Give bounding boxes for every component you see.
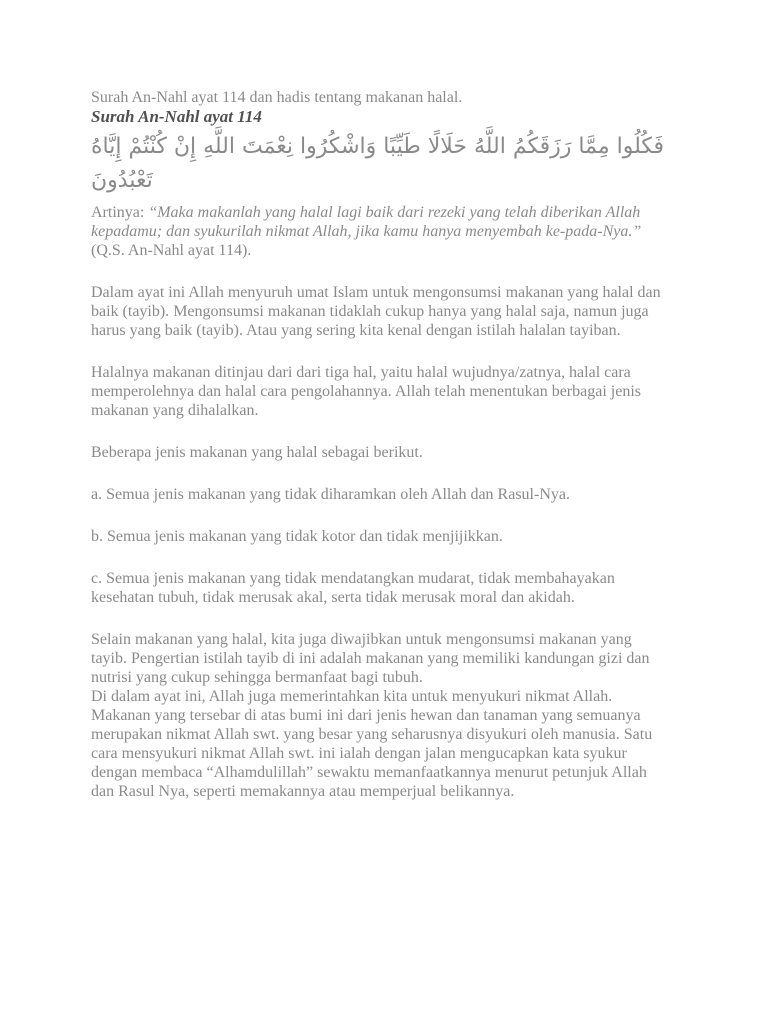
section-heading: Surah An-Nahl ayat 114 — [91, 107, 262, 126]
intro-line: Surah An-Nahl ayat 114 dan hadis tentang makanan halal. — [91, 89, 463, 106]
translation-source: (Q.S. An-Nahl ayat 114). — [91, 242, 252, 259]
translation-quote: “Maka makanlah yang halal lagi baik dari rezeki yang telah diberikan Allah kepadamu; dan syukurilah nikmat Allah, jika kamu hanya menyembah ke-pada-Nya.” — [91, 204, 642, 240]
paragraph-list-intro: Beberapa jenis makanan yang halal sebagai berikut. — [91, 444, 423, 461]
list-item-a: a. Semua jenis makanan yang tidak diharamkan oleh Allah dan Rasul-Nya. — [91, 486, 570, 503]
closing-block — [91, 630, 671, 801]
list-item-c: c. Semua jenis makanan yang tidak mendatangkan mudarat, tidak membahayakan kesehatan tubuh, tidak merusak akal, serta tidak merusak moral dan akidah. — [91, 570, 615, 606]
paragraph-gratitude: Di dalam ayat ini, Allah juga memerintahkan kita untuk menyukuri nikmat Allah. Makanan yang tersebar di atas bumi ini dari jenis hewan dan tanaman yang semuanya merupakan nikmat Allah swt. yang besar yang seharusnya disyukuri oleh manusia. Satu cara mensyukuri nikmat Allah swt. ini ialah dengan jalan mengucapkan kata syukur dengan membaca “Alhamdulillah” sewaktu memanfaatkannya menurut petunjuk Allah dan Rasul Nya, seperti memakannya atau memperjual belikannya. — [91, 688, 653, 800]
paragraph-ayat-explanation: Dalam ayat ini Allah menyuruh umat Islam untuk mengonsumsi makanan yang halal dan baik (tayib). Mengonsumsi makanan tidaklah cukup hanya yang halal saja, namun juga harus yang baik (tayib). Atau yang sering kita kenal dengan istilah halalan tayiban. — [91, 284, 661, 339]
translation-paragraph — [91, 203, 671, 260]
paragraph-halal-aspects: Halalnya makanan ditinjau dari dari tiga hal, yaitu halal wujudnya/zatnya, halal cara memperolehnya dan halal cara pengolahannya. Allah telah menentukan berbagai jenis makanan yang dihalalkan. — [91, 364, 641, 419]
arabic-verse-line-2: تَعْبُدُونَ — [91, 168, 153, 193]
translation-prefix: Artinya: — [91, 204, 149, 221]
arabic-verse — [91, 130, 671, 198]
list-item-b: b. Semua jenis makanan yang tidak kotor dan tidak menjijikkan. — [91, 528, 503, 545]
arabic-verse-line-1: فَكُلُوا مِمَّا رَزَقَكُمُ اللَّهُ حَلَالًا طَيِّبًا وَاشْكُرُوا نِعْمَتَ اللَّهِ إِنْ كُنْتُمْ إِيَّاهُ — [91, 134, 665, 159]
paragraph-tayib-definition: Selain makanan yang halal, kita juga diwajibkan untuk mengonsumsi makanan yang tayib. Pengertian istilah tayib di ini adalah makanan yang memiliki kandungan gizi dan nutrisi yang cukup sehingga bermanfaat bagi tubuh. — [91, 631, 650, 686]
